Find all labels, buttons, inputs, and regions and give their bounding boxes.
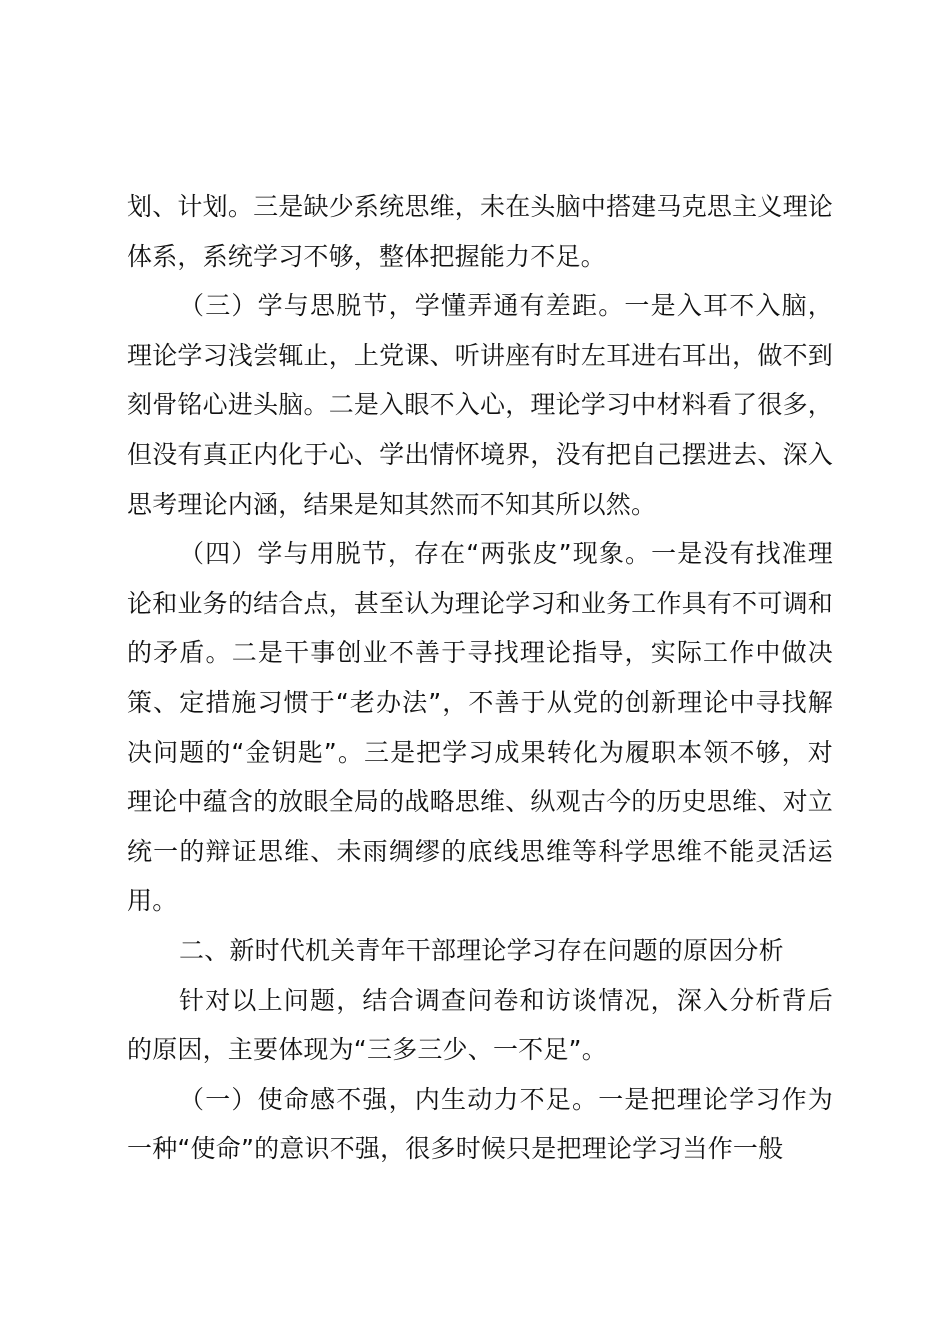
paragraph-continued: 划、计划。三是缺少系统思维，未在头脑中搭建马克思主义理论体系，系统学习不够，整体把握能力不足。 <box>127 192 833 271</box>
paragraph-cause-one: （一）使命感不强，内生动力不足。一是把理论学习作为一种“使命”的意识不强，很多时候只是把理论学习当作一般 <box>127 1084 833 1164</box>
section-heading-two: 二、新时代机关青年干部理论学习存在问题的原因分析 <box>179 935 784 965</box>
paragraph-section-four: （四）学与用脱节，存在“两张皮”现象。一是没有找准理论和业务的结合点，甚至认为理论学习和业务工作具有不可调和的矛盾。二是干事创业不善于寻找理论指导，实际工作中做决策、定措施习惯于“老办法”，不善于从党的创新理论中寻找解决问题的“金钥匙”。三是把学习成果转化为履职本领不够，对理论中蕴含的放眼全局的战略思维、纵观古今的历史思维、对立统一的辩证思维、未雨绸缪的底线思维等科学思维不能灵活运用。 <box>127 539 833 916</box>
paragraph-section-three: （三）学与思脱节，学懂弄通有差距。一是入耳不入脑，理论学习浅尝辄止，上党课、听讲座有时左耳进右耳出，做不到刻骨铭心进头脑。二是入眼不入心，理论学习中材料看了很多，但没有真正内化于心、学出情怀境界，没有把自己摆进去、深入思考理论内涵，结果是知其然而不知其所以然。 <box>127 291 833 519</box>
body-text <box>127 182 833 1174</box>
paragraph-analysis-intro: 针对以上问题，结合调查问卷和访谈情况，深入分析背后的原因，主要体现为“三多三少、一不足”。 <box>127 985 833 1065</box>
